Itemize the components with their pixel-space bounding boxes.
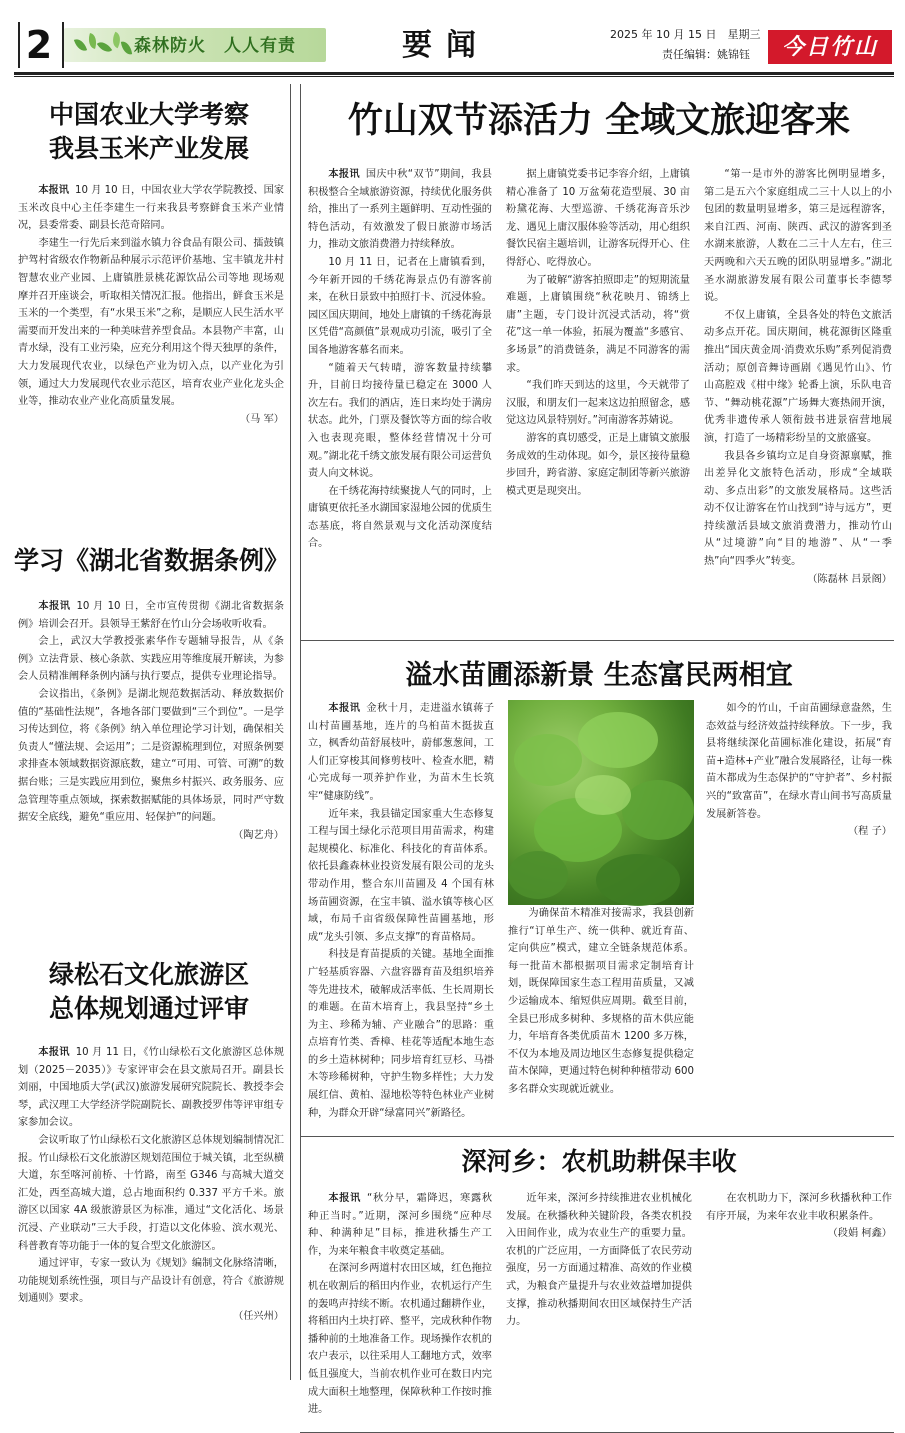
paragraph: 金秋十月，走进溢水镇蒋子山村苗圃基地，连片的乌桕苗木挺拔直立，枫香幼苗舒展枝叶，蔚郁葱葱间，工人们正穿梭其间修剪枝叶、检查水肥，精心完成每一项养护作业，为苗木生长筑牢“健康防线”。 xyxy=(308,703,495,802)
masthead-rule xyxy=(14,76,894,77)
byline: 本报讯 xyxy=(328,169,360,180)
paragraph: 我县各乡镇均立足自身资源禀赋，推出差异化文旅特色活动，形成“全域联动、多点出彩”的文旅发展格局。这些活动不仅让游客在竹山找到“诗与远方”，更持续激活县域文旅消费潜力，推动竹山从“过境游”向“目的地游”、从“一季热”向“四季火”转变。 xyxy=(704,450,892,568)
paragraph: 李建生一行先后来到溢水镇力谷食品有限公司、擂鼓镇护驾村省级农作物新品种展示示范评价基地、宝丰镇龙井村智慧农业产业园、上庸镇胜景桃花源饮品公司等地 现场观摩并召开座谈会，听取相关情况汇报。他指出，鲜食玉米是玉米的一个类型，有“水果玉米”之称，是顺应人民生活水平需要而开发出来的一种美味营养型食品。本县物产丰富，山青水绿，没有工业污染，应充分利用这个得天独厚的条件，大力发展现代农业，以绿色产业为切入点，以产业化为引领，通过大力发展现代农业示范区，培育农业产业化龙头企业等，推动农业产业化高质量发展。 xyxy=(18,237,284,408)
byline: 本报讯 xyxy=(38,185,69,196)
article-body-farm-col2 xyxy=(506,1190,692,1380)
article-body-turquoise xyxy=(18,1044,284,1374)
paragraph: “我们昨天到达的这里，今天就带了汉服，和朋友们一起来这边拍照留念，感觉这边风景特别好。”河南游客苏婧说。 xyxy=(506,380,690,427)
byline: 本报讯 xyxy=(38,1047,70,1058)
article-body-nursery-col2 xyxy=(508,700,694,1124)
paragraph: 10 月 11 日，《竹山绿松石文化旅游区总体规划（2025－2035）》专家评审会在县文旅局召开。副县长刘丽，中国地质大学(武汉)旅游发展研究院院长、教授李会琴，武汉理工大学经济学院副院长、副教授罗伟等评审组专家参加会议。 xyxy=(18,1047,285,1129)
paragraph: 为了破解“游客拍照即走”的短期流量难题，上庸镇围绕“秋花映月、锦绣上庸”主题，专门设计沉浸式活动，将“赏花”这一单一体验，拓展为覆盖“多感官、多场景”的消费链条，满足不同游客的需求。 xyxy=(506,274,690,374)
paragraph: 游客的真切感受，正是上庸镇文旅服务成效的生动体现。如今，景区接待量稳步回升，跨省游、家庭定制团等新兴旅游模式更是现突出。 xyxy=(506,432,690,497)
newspaper-logo: 今日竹山 xyxy=(768,30,892,64)
paragraph: 科技是育苗提质的关键。基地全面推广轻基质容器、六盘容器育苗及组织培养等先进技术，破解成活率低、生长周期长的难题。在苗木培育上，我县坚持“乡土为主、珍稀为辅、产业融合”的思路：重点培育竹类、香樟、桂花等适配本地生态的乡土造林树种；同步培育红豆杉、马褂木等珍稀树种，守护生物多样性；大力发展红信、黄柏、湿地松等特色林业产业树种，为群众开辟“绿富同兴”新路径。 xyxy=(308,949,494,1119)
headline-line: 绿松石文化旅游区 xyxy=(48,960,249,989)
paragraph: 会议指出，《条例》是湖北规范数据活动、释放数据价值的“基础性法规”，各地各部门要做到“三个到位”。一是学习传达到位，将《条例》纳入单位理论学习计划，确保相关负责人“懂法规、会运用”；二是资源梳理到位，对照条例要求排查本领域数据资源底数，建立“可用、可管、可溯”的数据台账；三是实践应用到位，聚焦乡村振兴、政务服务、应急管理等重点领域，探索数据赋能的具体场景，同时严守数据安全底线，避免“重应用、轻保护”的问题。 xyxy=(18,688,284,824)
section-title: 要闻 xyxy=(402,28,490,63)
paragraph: 在农机助力下，深河乡秋播秋种工作有序开展，为来年农业丰收积累条件。 xyxy=(706,1193,892,1222)
paragraph: 会上，武汉大学教授张素华作专题辅导报告，从《条例》立法背景、核心条款、实践应用等维度展开解读，为参会人员精准阐释条例内涵与执行要点，提供专业理论指导。 xyxy=(18,636,284,683)
responsible-editor: 责任编辑：姚锦钰 xyxy=(662,48,750,61)
paragraph: 通过评审，专家一致认为《规划》编制文化脉络清晰，功能规划系统性强，项目与产品设计有创意，符合《旅游规划通则》要求。 xyxy=(18,1258,284,1305)
paragraph: “第一是市外的游客比例明显增多，第二是五六个家庭组成二三十人以上的小包团的数量明显增多，第三是远程游客，来自江西、河南、陕西、武汉的游客到圣水湖来旅游，人数在二三十人左右，住三天两晚和六天五晚的团队明显增多。”湖北圣水湖旅游发展有限公司董事长李德琴说。 xyxy=(704,169,892,304)
article-body-farm-col1 xyxy=(308,1190,493,1416)
article-headline-nursery: 溢水苗圃添新景 生态富民两相宜 xyxy=(405,660,793,691)
paragraph: 在深河乡两道村农田区域，红色拖拉机在收割后的稻田内作业，农机运行产生的轰鸣声持续不断。农机通过翻耕作业，将稻田内土块打碎、整平，完成秋种作物播种前的土地准备工作。现场操作农机的农户表示，以往采用人工翻地方式，效率低且强度大，当前农机作业可在数日内完成大面积土地整理，保障秋种工作按时推进。 xyxy=(308,1263,492,1416)
masthead-rule xyxy=(14,72,894,75)
leaf-icon xyxy=(121,40,132,55)
paragraph: 如今的竹山，千亩苗圃绿意盎然，生态效益与经济效益持续释放。下一步，我县将继续深化苗圃标准化建设，拓展“育苗+造林+产业”融合发展路径，让每一株苗木都成为生态保护的“守护者”、乡村振兴的“致富苗”，在绿水青山间书写高质量发展新答卷。 xyxy=(706,703,892,820)
slogan-text: 森林防火 人人有责 xyxy=(134,36,296,56)
paragraph: 10 月 11 日，记者在上庸镇看到，今年新开园的千绣花海景点仍有游客前来，在秋日景致中拍照打卡、沉浸体验。园区国庆期间，地处上庸镇的千绣花海景区凭借“高颜值”景观成功引流，吸引了全国各地游客慕名而来。 xyxy=(308,256,492,356)
paragraph: 国庆中秋“双节”期间，我县积极整合全域旅游资源，持续优化服务供给，推出了一系列主题鲜明、互动性强的特色活动，有效激发了假日旅游市场活力，推动文旅消费潜力持续释放。 xyxy=(308,169,492,251)
column-divider xyxy=(300,84,301,1380)
leaf-icon xyxy=(97,39,112,56)
article-body-tourism-col1 xyxy=(308,166,492,626)
byline: 本报讯 xyxy=(328,1193,362,1204)
article-body-nursery-col1 xyxy=(308,700,494,1120)
article-headline-tourism: 竹山双节添活力 全域文旅迎客来 xyxy=(347,100,851,141)
author-signature: （任兴州） xyxy=(233,1310,284,1322)
photo-spacer xyxy=(508,700,694,905)
author-signature: （陶艺舟） xyxy=(233,829,284,841)
paragraph: 近年来，我县锚定国家重大生态修复工程与国土绿化示范项目用苗需求，构建起规模化、标准化、科技化的育苗体系。依托县鑫森林业投资发展有限公司的龙头带动作用，整合东川苗圃及 4 个国有林场苗圃资源，在宝丰镇、溢水镇等核心区域，布局千亩省级保障性苗圃基地，形成“龙头引领、多点支撑”的育苗格局。 xyxy=(308,808,494,943)
article-body-tourism-col3 xyxy=(704,166,892,626)
issue-date: 2025 年 10 月 15 日 星期三 xyxy=(610,28,761,41)
leaf-icon xyxy=(86,33,98,49)
article-headline-data-rules xyxy=(14,544,290,578)
byline: 本报讯 xyxy=(38,601,71,612)
author-signature: （段娟 柯鑫） xyxy=(827,1228,892,1240)
leaf-icon xyxy=(74,37,87,53)
article-headline-farm: 深河乡：农机助耕保丰收 xyxy=(461,1147,737,1176)
article-body-farm-col3 xyxy=(706,1190,892,1380)
paragraph: 为确保苗木精准对接需求，我县创新推行“订单生产、统一供种、就近育苗、定向供应”模式，建立全链条规范体系。每一批苗木都根据项目需求定制培育计划，既保障国家生态工程用苗质量，又减少运输成本、缩短供应周期。截至目前，全县已形成多树种、多规格的苗木供应能力，年培育各类优质苗木 1200 多万株，不仅为本地及周边地区生态修复提供稳定苗木保障，更通过特色树种种植带动 600 多名群众实现就近就业。 xyxy=(508,908,694,1095)
headline-line: 总体规划通过评审 xyxy=(48,994,249,1023)
author-signature: （陈磊林 吕景阁） xyxy=(807,573,892,585)
article-body-data-rules xyxy=(18,598,284,880)
paragraph: 据上庸镇党委书记李容介绍，上庸镇精心准备了 10 万盆菊花造型展、30 亩粉黛花海、大型巡游、千绣花海音乐沙龙、遇见上庸汉服体验等活动，用心组织餐饮民宿主题培训，让游客玩得开心、住得舒心、吃得放心。 xyxy=(506,169,690,268)
article-headline-turquoise xyxy=(14,958,284,1026)
page-number: 2 xyxy=(25,23,53,67)
paragraph: 近年来，深河乡持续推进农业机械化发展。在秋播秋种关键阶段，各类农机投入田间作业，成为农业生产的重要力量。农机的广泛应用，一方面降低了农民劳动强度，另一方面通过精准、高效的作业模式，为粮食产量提升与农业效益增加提供支撑，推动秋播期间农田区域保持生产活力。 xyxy=(506,1193,692,1328)
paragraph: 10 月 10 日，中国农业大学农学院教授、国家玉米改良中心主任李建生一行来我县考察鲜食玉米产业情况，县委常委、副县长范奇陪同。 xyxy=(18,185,285,232)
section-divider xyxy=(300,1136,894,1137)
paragraph: 在千绣花海持续聚拢人气的同时，上庸镇更依托圣水湖国家湿地公园的优质生态基底，将自然景观与文化活动深度结合。 xyxy=(308,485,492,550)
article-body-nursery-col3 xyxy=(706,700,892,1124)
headline-line: 我县玉米产业发展 xyxy=(48,134,249,163)
article-body-tourism-col2 xyxy=(506,166,690,626)
paragraph: “秋分早，霜降迟，寒露秋种正当时。”近期，深河乡围绕“应种尽种、种满种足”目标，推进秋播生产工作，为来年粮食丰收奠定基础。 xyxy=(308,1193,493,1257)
paragraph: “随着天气转晴，游客数量持续攀升，目前日均接待量已稳定在 3000 人次左右。我们的酒店，连日来均处于满房状态。此外，门票及餐饮等方面的综合收入也表现亮眼，整体经营情况十分可观。”湖北花千绣文旅发展有限公司运营负责人向文林说。 xyxy=(308,362,492,480)
paragraph: 不仅上庸镇，全县各处的特色文旅活动多点开花。国庆期间，桃花源街区隆重推出“国庆黄金周·消费欢乐购”系列促消费活动；原创音舞诗画剧《遇见竹山》、竹山高腔戏《柑中缘》轮番上演，乐队电音节、“舞动桃花源”广场舞大赛热闹开演，优秀非遗传承人领衔鼓书进景宿营地展演，打造了一场精彩纷呈的文旅盛宴。 xyxy=(704,309,892,444)
headline-line: 学习《湖北省数据条例》 xyxy=(14,546,290,575)
paragraph: 10 月 10 日，全市宣传贯彻《湖北省数据条例》培训会召开。县领导王紫舒在竹山分会场收听收看。 xyxy=(18,601,285,630)
section-divider xyxy=(300,640,894,641)
byline: 本报讯 xyxy=(328,703,361,714)
paragraph: 会议听取了竹山绿松石文化旅游区总体规划编制情况汇报。竹山绿松石文化旅游区规划范围位于城关镇，北至纵横大道，东至喀河前桥、十竹路，南至 G346 与高城大道交汇处，西至高城大道，总占地面积约 0.337 平方千米。旅游区以国家 4A 级旅游景区为标准，通过“文化活化、场景沉浸、产业联动”三大手段，打造以文化体验、滨水观光、科普教育等功能于一体的复合型文化旅游区。 xyxy=(18,1134,284,1252)
headline-line: 中国农业大学考察 xyxy=(48,100,249,129)
article-headline-corn xyxy=(14,98,284,166)
author-signature: （马 军） xyxy=(240,413,284,425)
column-divider xyxy=(290,84,291,1380)
article-body-corn xyxy=(18,182,284,494)
author-signature: （程 子） xyxy=(848,826,892,838)
